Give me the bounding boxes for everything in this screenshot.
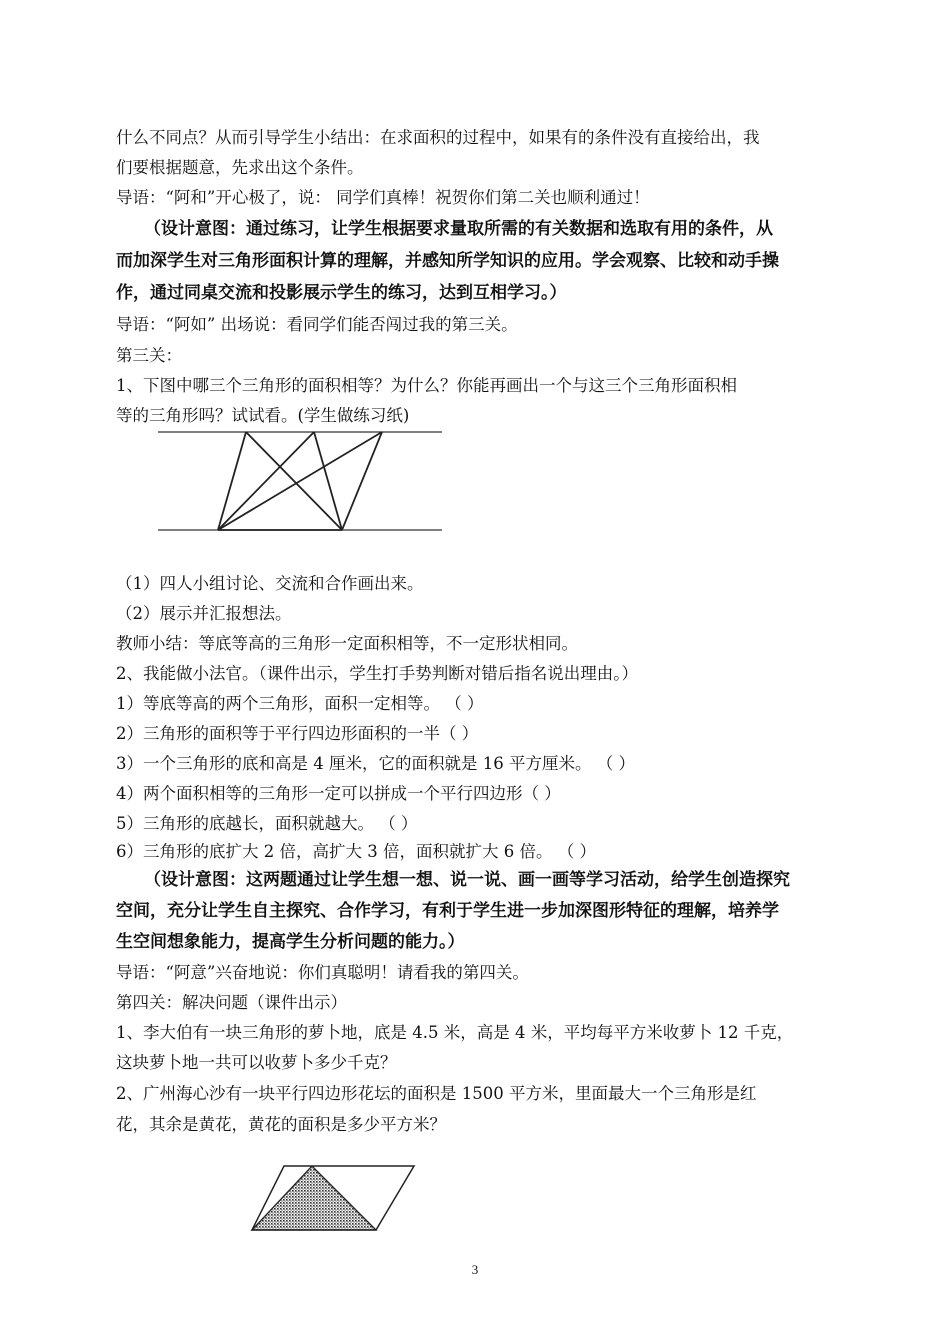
section-heading: 第三关： — [116, 346, 182, 365]
design-intent-line: 空间，充分让学生自主探究、合作学习，有利于学生进一步加深图形特征的理解，培养学 — [116, 901, 779, 921]
text-line: 什么不同点？从而引导学生小结出：在求面积的过程中，如果有的条件没有直接给出，我 — [116, 128, 760, 147]
text-line: 导语：“阿和”开心极了，说： 同学们真棒！祝贺你们第二关也顺利通过！ — [116, 188, 650, 207]
section-heading: 第四关：解决问题（课件出示） — [116, 993, 347, 1012]
problem-line: 2、广州海心沙有一块平行四边形花坛的面积是 1500 平方米，里面最大一个三角形是红 — [116, 1084, 757, 1103]
question-line: 2、我能做小法官。（课件出示，学生打手势判断对错后指名说出理由。） — [116, 664, 638, 683]
judge-item: 4）两个面积相等的三角形一定可以拼成一个平行四边形（ ） — [116, 784, 561, 803]
question-line: 等的三角形吗？试试看。(学生做练习纸) — [116, 406, 410, 425]
judge-item: 3）一个三角形的底和高是 4 厘米，它的面积就是 16 平方厘米。 （ ） — [116, 754, 635, 773]
problem-line: 花，其余是黄花，黄花的面积是多少平方米？ — [116, 1115, 446, 1134]
design-intent-line: （设计意图：通过练习，让学生根据要求量取所需的有关数据和选取有用的条件，从 — [144, 219, 773, 239]
triangle-side — [342, 432, 382, 530]
judge-item: 1）等底等高的两个三角形，面积一定相等。 （ ） — [116, 694, 484, 713]
judge-item: 2）三角形的面积等于平行四边形面积的一半（ ） — [116, 724, 479, 743]
text-line: 们要根据题意，先求出这个条件。 — [116, 158, 364, 177]
text-line: （2）展示并汇报想法。 — [116, 604, 292, 623]
design-intent-line: 作，通过同桌交流和投影展示学生的练习，达到互相学习。） — [116, 283, 567, 303]
triangles-between-parallel-lines-figure — [150, 426, 450, 538]
judge-item: 6）三角形的底扩大 2 倍，高扩大 3 倍，面积就扩大 6 倍。 （ ） — [116, 842, 596, 861]
text-line: 教师小结：等底等高的三角形一定面积相等，不一定形状相同。 — [116, 634, 578, 653]
shaded-triangle — [252, 1166, 376, 1230]
judge-item: 5）三角形的底越长，面积就越大。 （ ） — [116, 814, 418, 833]
design-intent-line: 生空间想象能力，提高学生分析问题的能力。） — [116, 932, 465, 952]
question-line: 1、下图中哪三个三角形的面积相等？为什么？你能再画出一个与这三个三角形面积相 — [116, 376, 737, 395]
parallelogram-with-shaded-triangle-figure — [244, 1160, 424, 1236]
problem-line: 1、李大伯有一块三角形的萝卜地，底是 4.5 米，高是 4 米，平均每平方米收萝卜 12 千克， — [116, 1023, 794, 1042]
problem-line: 这块萝卜地一共可以收萝卜多少千克？ — [116, 1053, 397, 1072]
design-intent-line: 而加深学生对三角形面积计算的理解，并感知所学知识的应用。学会观察、比较和动手操 — [116, 251, 779, 271]
text-line: 导语：“阿如” 出场说：看同学们能否闯过我的第三关。 — [116, 315, 518, 334]
design-intent-line: （设计意图：这两题通过让学生想一想、说一说、画一画等学习活动，给学生创造探究 — [144, 870, 790, 890]
text-line: （1）四人小组讨论、交流和合作画出来。 — [116, 574, 424, 593]
page-number: 3 — [471, 1262, 479, 1277]
text-line: 导语：“阿意”兴奋地说：你们真聪明！请看我的第四关。 — [116, 963, 529, 982]
